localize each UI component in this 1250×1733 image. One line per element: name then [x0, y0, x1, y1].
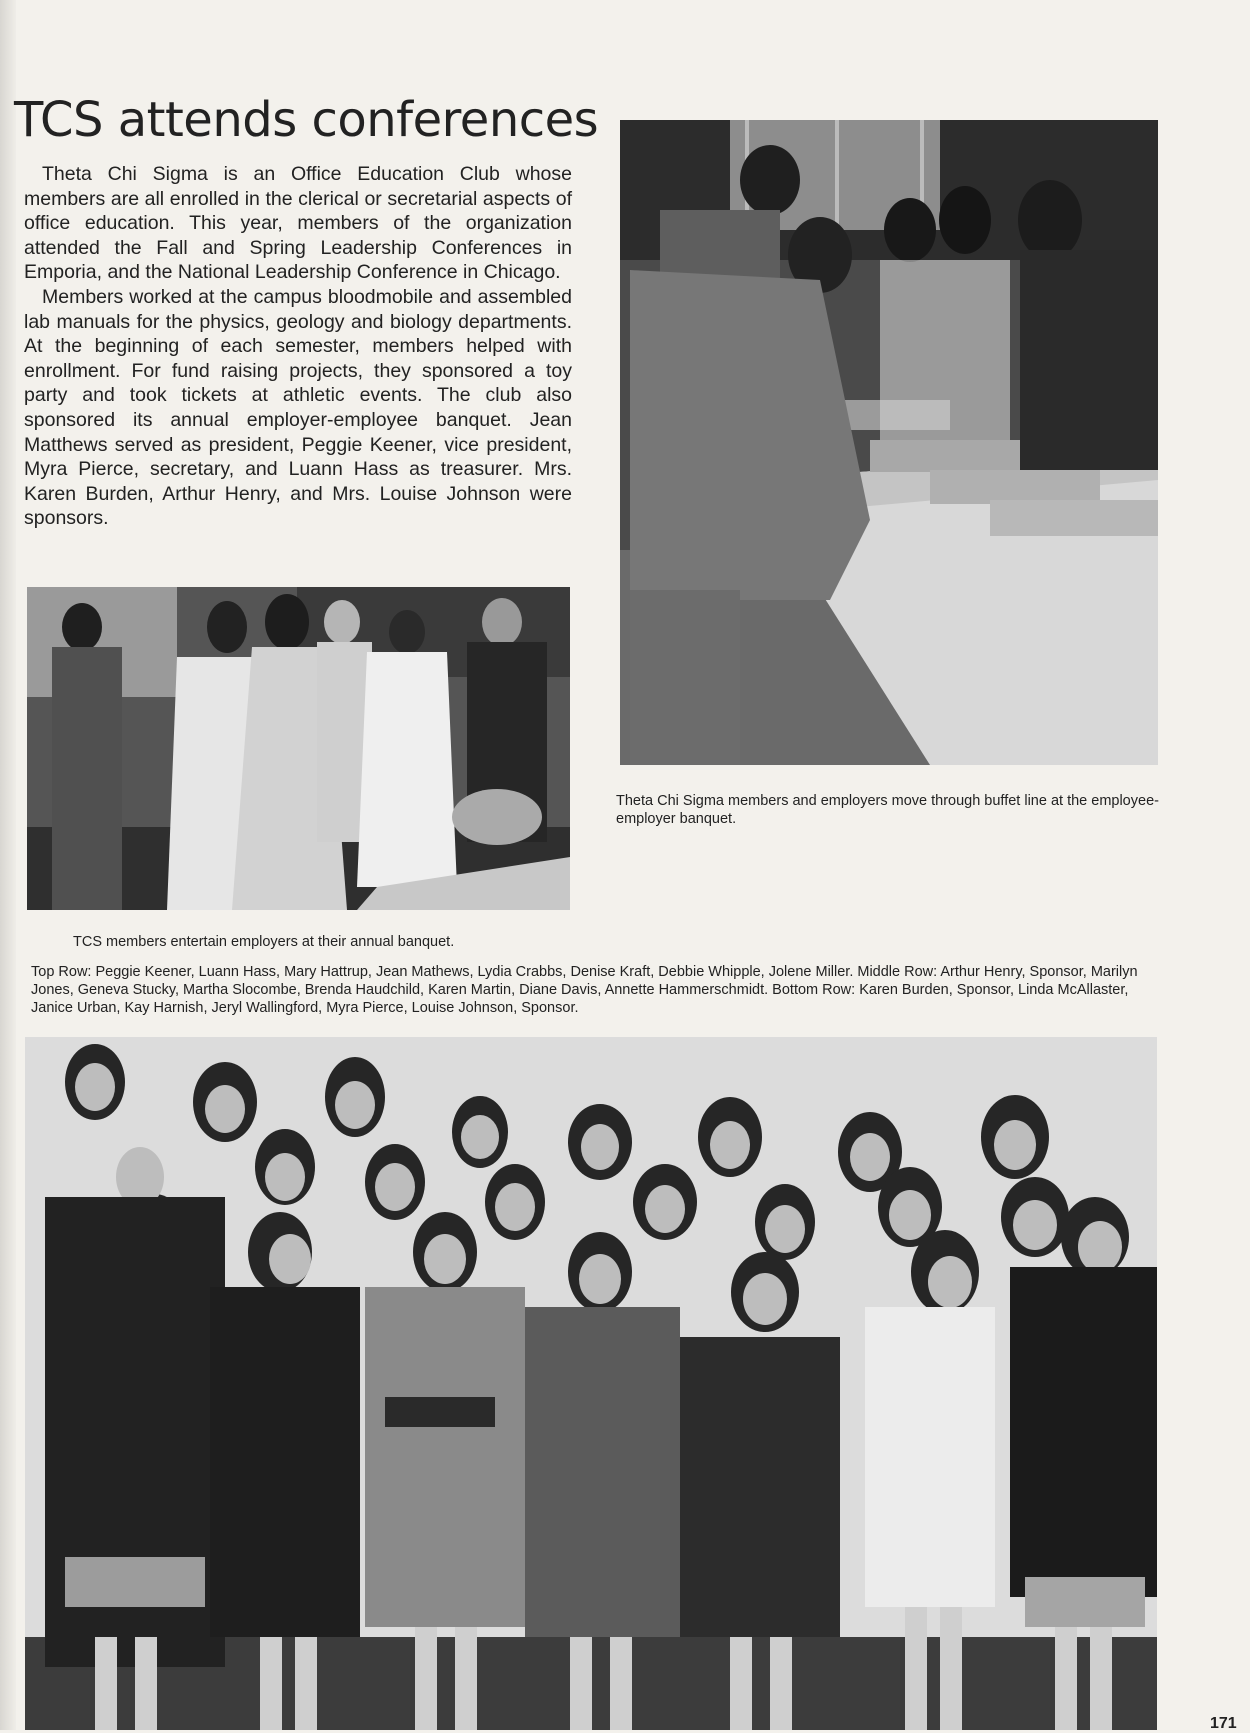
buffet-photo-caption: Theta Chi Sigma members and employers move through buffet line at the employee-employer banquet. [616, 793, 1159, 827]
group-portrait-photo [25, 1037, 1157, 1730]
page-number: 171 [1210, 1715, 1237, 1732]
paragraph-2: Members worked at the campus bloodmobile and assembled lab manuals for the physics, geology and biology departments. At the beginning of each semester, members helped with enrollment. For fund raising projects, they sponsored a toy party and took tickets at athletic events. The club also sponsored its annual employer-employee banquet. Jean Matthews served as president, Peggie Keener, vice president, Myra Pierce, secretary, and Luann Hass as treasurer. Mrs. Karen Burden, Arthur Henry, and Mrs. Louise Johnson were sponsors. [24, 285, 572, 530]
banquet-photo [27, 587, 570, 910]
paragraph-1: Theta Chi Sigma is an Office Education Club whose members are all enrolled in the clerical or secretarial aspects of office education. This year, members of the organization attended the Fall and Spring Leadership Conferences in Emporia, and the National Leadership Conference in Chicago. [24, 163, 572, 284]
article-body [24, 162, 572, 531]
page-binding-edge [0, 0, 16, 1730]
page-title: TCS attends conferences [14, 92, 599, 148]
group-photo-names-caption: Top Row: Peggie Keener, Luann Hass, Mary Hattrup, Jean Mathews, Lydia Crabbs, Denise Kraft, Debbie Whipple, Jolene Miller. Middle Row: Arthur Henry, Sponsor, Marilyn Jones, Geneva Stucky, Martha Slocombe, Brenda Haudchild, Karen Martin, Diane Davis, Annette Hammerschmidt. Bottom Row: Karen Burden, Sponsor, Linda McAllaster, Janice Urban, Kay Harnish, Jeryl Wallingford, Myra Pierce, Louise Johnson, Sponsor. [31, 964, 1138, 1016]
banquet-photo-caption: TCS members entertain employers at their annual banquet. [73, 934, 455, 950]
buffet-line-photo [620, 120, 1158, 765]
